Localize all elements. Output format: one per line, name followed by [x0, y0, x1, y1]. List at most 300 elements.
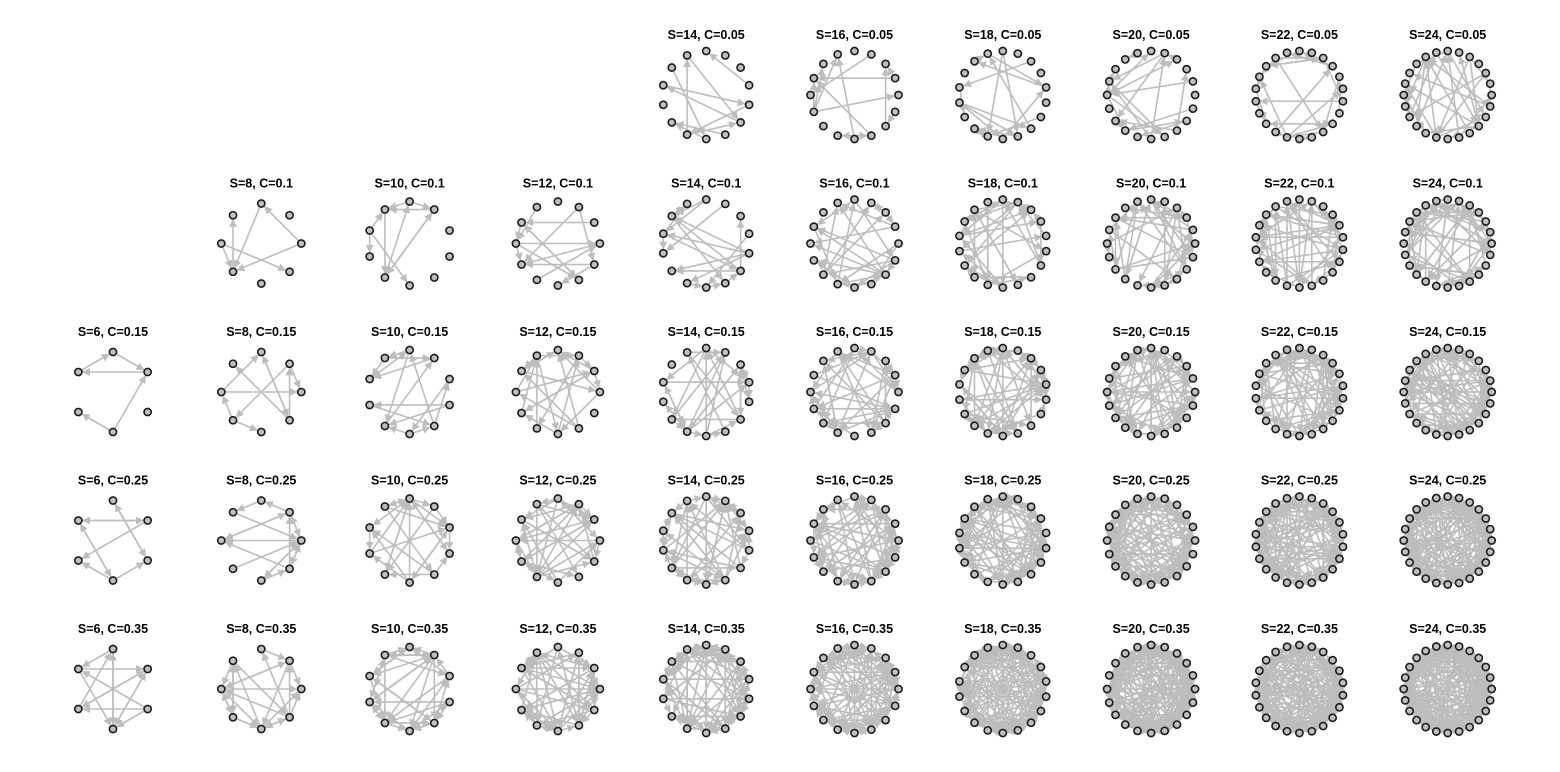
edges [1108, 54, 1189, 135]
node [1329, 417, 1336, 424]
node [882, 271, 889, 278]
edge [525, 507, 576, 558]
node [1161, 282, 1168, 289]
node [1112, 117, 1119, 124]
node [229, 509, 236, 516]
network-panel-s12-c025 [512, 474, 603, 587]
node [554, 643, 561, 650]
node [1444, 729, 1451, 736]
edge [859, 497, 867, 499]
node [1192, 91, 1199, 98]
node [660, 547, 667, 554]
node [956, 99, 963, 106]
node [1161, 347, 1168, 354]
node [722, 646, 729, 653]
edge [237, 514, 297, 539]
node [591, 409, 598, 416]
node [575, 352, 582, 359]
edge [827, 216, 883, 272]
panel-title: S=20, C=0.1 [1115, 176, 1187, 191]
node [1037, 366, 1044, 373]
node [1272, 128, 1279, 135]
edges [517, 500, 599, 581]
node [660, 695, 667, 702]
edges [962, 202, 1044, 286]
node [446, 401, 453, 408]
node [229, 714, 236, 721]
node [810, 223, 817, 230]
node [737, 713, 744, 720]
node [956, 693, 963, 700]
node [999, 196, 1006, 203]
node [1336, 258, 1343, 265]
node [1256, 555, 1263, 562]
node [446, 698, 453, 705]
edge [1129, 501, 1133, 503]
nodes [75, 348, 151, 435]
node [1444, 432, 1451, 439]
node [820, 357, 827, 364]
node [1283, 579, 1290, 586]
node [882, 60, 889, 67]
edge [389, 427, 405, 432]
node [810, 75, 817, 82]
node [1406, 262, 1413, 269]
node [554, 727, 561, 734]
node [1189, 523, 1196, 530]
node [109, 577, 116, 584]
node [229, 212, 236, 219]
node [1433, 282, 1440, 289]
node [1112, 511, 1119, 518]
edge [1108, 86, 1109, 91]
node [1466, 278, 1473, 285]
node [660, 101, 667, 108]
node [834, 132, 841, 139]
node [1189, 699, 1196, 706]
node [703, 581, 710, 588]
node [1272, 574, 1279, 581]
node [1263, 360, 1270, 367]
node [1161, 430, 1168, 437]
node [518, 367, 525, 374]
panel-title: S=16, C=0.15 [815, 325, 894, 339]
node [984, 133, 991, 140]
node [1466, 499, 1473, 506]
panel-title: S=16, C=0.35 [815, 622, 894, 636]
edge [517, 248, 520, 260]
panel-title: S=20, C=0.35 [1112, 622, 1190, 636]
node [868, 348, 875, 355]
node [684, 646, 691, 653]
node [1161, 727, 1168, 734]
node [1014, 50, 1021, 57]
node [1014, 133, 1021, 140]
edge [595, 375, 598, 387]
node [971, 58, 978, 65]
node [75, 517, 82, 524]
panel-title: S=24, C=0.35 [1409, 622, 1487, 636]
node [882, 568, 889, 575]
panel-title: S=18, C=0.25 [964, 473, 1042, 488]
node [1433, 431, 1440, 438]
node [820, 271, 827, 278]
node [668, 64, 675, 71]
edge [237, 245, 297, 270]
node [684, 280, 691, 287]
panel-title: S=18, C=0.35 [964, 622, 1042, 636]
node [810, 257, 817, 264]
node [820, 568, 827, 575]
node [1283, 346, 1290, 353]
node [533, 501, 540, 508]
node [1256, 407, 1263, 414]
node [892, 372, 899, 379]
edge [1034, 659, 1038, 664]
network-panel-s8-c015 [218, 325, 305, 436]
node [446, 253, 453, 260]
node [1320, 648, 1327, 655]
node [1161, 579, 1168, 586]
node [1413, 60, 1420, 67]
node [575, 276, 582, 283]
nodes [1104, 196, 1199, 291]
node [892, 669, 899, 676]
edge [1304, 583, 1307, 584]
node [575, 425, 582, 432]
node [1189, 551, 1196, 558]
node [1329, 360, 1336, 367]
edge [976, 352, 1001, 421]
edge [237, 719, 257, 727]
node [1329, 211, 1336, 218]
node [834, 578, 841, 585]
node [1320, 722, 1327, 729]
network-panel-s16-c035 [807, 622, 902, 737]
node [1027, 125, 1034, 132]
node [1014, 347, 1021, 354]
node [1308, 134, 1315, 141]
node [1296, 344, 1303, 351]
node [1482, 559, 1489, 566]
node [1329, 269, 1336, 276]
edges [370, 203, 432, 282]
node [1402, 674, 1409, 681]
node [258, 725, 265, 732]
node [366, 253, 373, 260]
edge [859, 349, 867, 351]
node [1339, 85, 1346, 92]
node [1106, 375, 1113, 382]
node [1148, 196, 1155, 203]
node [366, 401, 373, 408]
node [406, 727, 413, 734]
edge [668, 235, 745, 253]
edge [525, 373, 590, 411]
edge [1257, 403, 1258, 406]
node [703, 493, 710, 500]
node [1482, 366, 1489, 373]
node [1475, 654, 1482, 661]
node [575, 573, 582, 580]
edge [1341, 527, 1342, 530]
panel-title: S=16, C=0.1 [819, 176, 890, 191]
node [851, 432, 858, 439]
node [1027, 503, 1034, 510]
node [999, 47, 1006, 54]
node [144, 517, 151, 524]
node [1252, 543, 1259, 550]
node [746, 82, 753, 89]
node [1183, 563, 1190, 570]
node [1148, 493, 1155, 500]
node [1308, 431, 1315, 438]
node [1106, 254, 1113, 261]
node [1043, 381, 1050, 388]
node [660, 230, 667, 237]
node [971, 206, 978, 213]
node [286, 714, 293, 721]
node [1106, 226, 1113, 233]
node [1173, 424, 1180, 431]
node [882, 654, 889, 661]
node [868, 496, 875, 503]
edge [978, 131, 983, 134]
node [668, 416, 675, 423]
node [1455, 346, 1462, 353]
node [810, 554, 817, 561]
node [1037, 559, 1044, 566]
network-panel-s10-c01 [366, 177, 453, 290]
node [109, 645, 116, 652]
edge [1194, 396, 1195, 401]
node [1339, 692, 1346, 699]
node [892, 223, 899, 230]
node [1106, 699, 1113, 706]
node [533, 425, 540, 432]
node [1134, 133, 1141, 140]
node [1488, 240, 1495, 247]
node [1339, 382, 1346, 389]
node [575, 649, 582, 656]
node [1027, 719, 1034, 726]
node [1400, 685, 1407, 692]
node [1134, 430, 1141, 437]
node [810, 372, 817, 379]
node [229, 565, 236, 572]
node [1422, 427, 1429, 434]
panel-title: S=14, C=0.35 [667, 622, 745, 636]
node [1336, 519, 1343, 526]
node [1406, 410, 1413, 417]
node [431, 571, 438, 578]
panel-title: S=14, C=0.1 [671, 176, 742, 191]
edge [525, 226, 576, 277]
node [1014, 496, 1021, 503]
node [1402, 103, 1409, 110]
node [1487, 103, 1494, 110]
edge [691, 107, 745, 133]
node [1263, 714, 1270, 721]
panel-title: S=20, C=0.05 [1112, 28, 1190, 42]
node [1263, 417, 1270, 424]
edge [1156, 732, 1161, 733]
node [109, 497, 116, 504]
node [1329, 566, 1336, 573]
node [229, 268, 236, 275]
node [1183, 511, 1190, 518]
node [258, 645, 265, 652]
node [366, 375, 373, 382]
node [1400, 388, 1407, 395]
network-panel-s14-c035 [660, 622, 753, 737]
node [1444, 135, 1451, 142]
node [229, 360, 236, 367]
node [1161, 644, 1168, 651]
node [286, 268, 293, 275]
node [575, 722, 582, 729]
node [1134, 50, 1141, 57]
node [1256, 667, 1263, 674]
node [984, 430, 991, 437]
node [961, 559, 968, 566]
node [1475, 209, 1482, 216]
node [1106, 105, 1113, 112]
node [1112, 660, 1119, 667]
node [851, 196, 858, 203]
node [1027, 652, 1034, 659]
edges [1108, 498, 1193, 584]
panel-title: S=6, C=0.15 [77, 325, 149, 339]
node [1487, 526, 1494, 533]
edge [389, 203, 405, 208]
node [1433, 49, 1440, 56]
node [258, 280, 265, 287]
node [144, 557, 151, 564]
node [984, 281, 991, 288]
node [381, 503, 388, 510]
node [1183, 660, 1190, 667]
node [1329, 63, 1336, 70]
network-panel-s24-c025 [1400, 474, 1495, 589]
node [1037, 515, 1044, 522]
network-panel-s22-c015 [1252, 325, 1346, 440]
edge [115, 673, 145, 725]
node [668, 119, 675, 126]
node [1488, 685, 1495, 692]
edge [81, 524, 111, 576]
node [1272, 500, 1279, 507]
node [75, 557, 82, 564]
edge [675, 504, 683, 511]
panel-title: S=22, C=0.35 [1260, 622, 1338, 636]
node [1183, 266, 1190, 273]
node [1183, 414, 1190, 421]
node [1433, 643, 1440, 650]
edges [665, 646, 748, 732]
edge [265, 651, 285, 659]
node [807, 388, 814, 395]
node [892, 520, 899, 527]
node [820, 60, 827, 67]
edge [1111, 707, 1113, 711]
node [807, 537, 814, 544]
node [851, 493, 858, 500]
edge [811, 396, 813, 404]
edge [291, 665, 299, 685]
node [298, 388, 305, 395]
node [660, 398, 667, 405]
node [366, 227, 373, 234]
node [737, 416, 744, 423]
node [1413, 123, 1420, 130]
edge [524, 672, 556, 727]
panel-title: S=8, C=0.25 [226, 473, 297, 488]
network-panel-s22-c035 [1252, 622, 1346, 737]
edge [692, 433, 702, 435]
node [1336, 667, 1343, 674]
node [1161, 50, 1168, 57]
node [1112, 563, 1119, 570]
node [1339, 246, 1346, 253]
node [668, 212, 675, 219]
node [999, 493, 1006, 500]
node [1122, 721, 1129, 728]
node [446, 550, 453, 557]
node [956, 84, 963, 91]
node [406, 579, 413, 586]
node [258, 428, 265, 435]
node [984, 199, 991, 206]
node [961, 218, 968, 225]
node [1192, 388, 1199, 395]
node [1455, 494, 1462, 501]
node [660, 379, 667, 386]
edges [371, 648, 448, 729]
node [961, 262, 968, 269]
node [109, 348, 116, 355]
node [834, 199, 841, 206]
node [1488, 91, 1495, 98]
edge [1042, 404, 1044, 410]
node [75, 705, 82, 712]
edge [1111, 61, 1173, 93]
node [1161, 495, 1168, 502]
node [882, 717, 889, 724]
edge [1142, 732, 1147, 733]
node [512, 240, 519, 247]
edge [82, 354, 109, 370]
panel-title: S=16, C=0.25 [815, 473, 894, 488]
network-panel-s8-c01 [218, 177, 305, 288]
node [1339, 679, 1346, 686]
node [1413, 420, 1420, 427]
node [1433, 346, 1440, 353]
node [1406, 559, 1413, 566]
edge [1278, 62, 1321, 128]
panel-title: S=18, C=0.05 [964, 28, 1042, 42]
node [1104, 388, 1111, 395]
node [406, 495, 413, 502]
panel-title: S=12, C=0.25 [519, 473, 597, 488]
node [1183, 363, 1190, 370]
edge [265, 502, 285, 510]
node [1122, 204, 1129, 211]
node [703, 47, 710, 54]
node [366, 672, 373, 679]
node [1161, 198, 1168, 205]
node [554, 198, 561, 205]
